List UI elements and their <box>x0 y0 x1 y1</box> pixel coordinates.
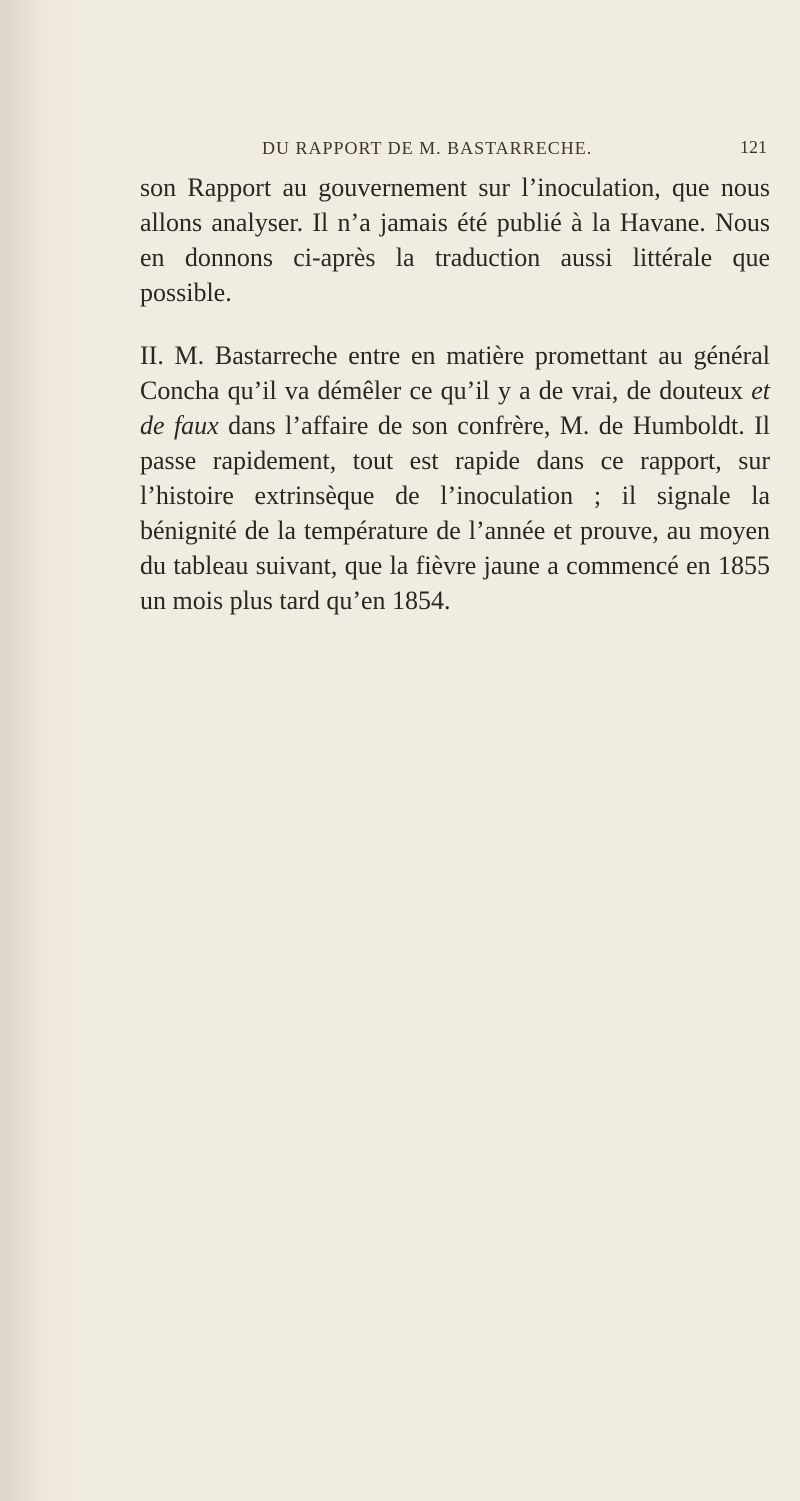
paragraph-2-text-end: dans l’affaire de son confrère, M. de Humboldt. Il passe rapidement, tout est rapide dans ce rapport, sur l’histoire extrinsèque de l’inoculation ; il signale la bénignité de la température de l’année et prouve, au moyen du tableau suivant, que la fièvre jaune a commencé en 1855 un mois plus tard qu’en 1854. <box>140 411 770 615</box>
paragraph-1: son Rapport au gouvernement sur l’inoculation, que nous allons analyser. Il n’a jamais été publié à la Havane. Nous en donnons ci-après la traduction aussi littérale que possible. <box>140 173 770 307</box>
paragraph-2-italic-phrase: et de faux <box>140 376 770 440</box>
paragraph-2 <box>140 338 770 618</box>
running-head: DU RAPPORT DE M. BASTARRECHE. <box>262 138 593 158</box>
paragraph-2-text-start: II. M. Bastarreche entre en matière promettant au général Concha qu’il va démêler ce qu’il y a de vrai, de douteux <box>140 341 770 405</box>
page-number: 121 <box>740 137 767 157</box>
body-text <box>140 170 770 618</box>
